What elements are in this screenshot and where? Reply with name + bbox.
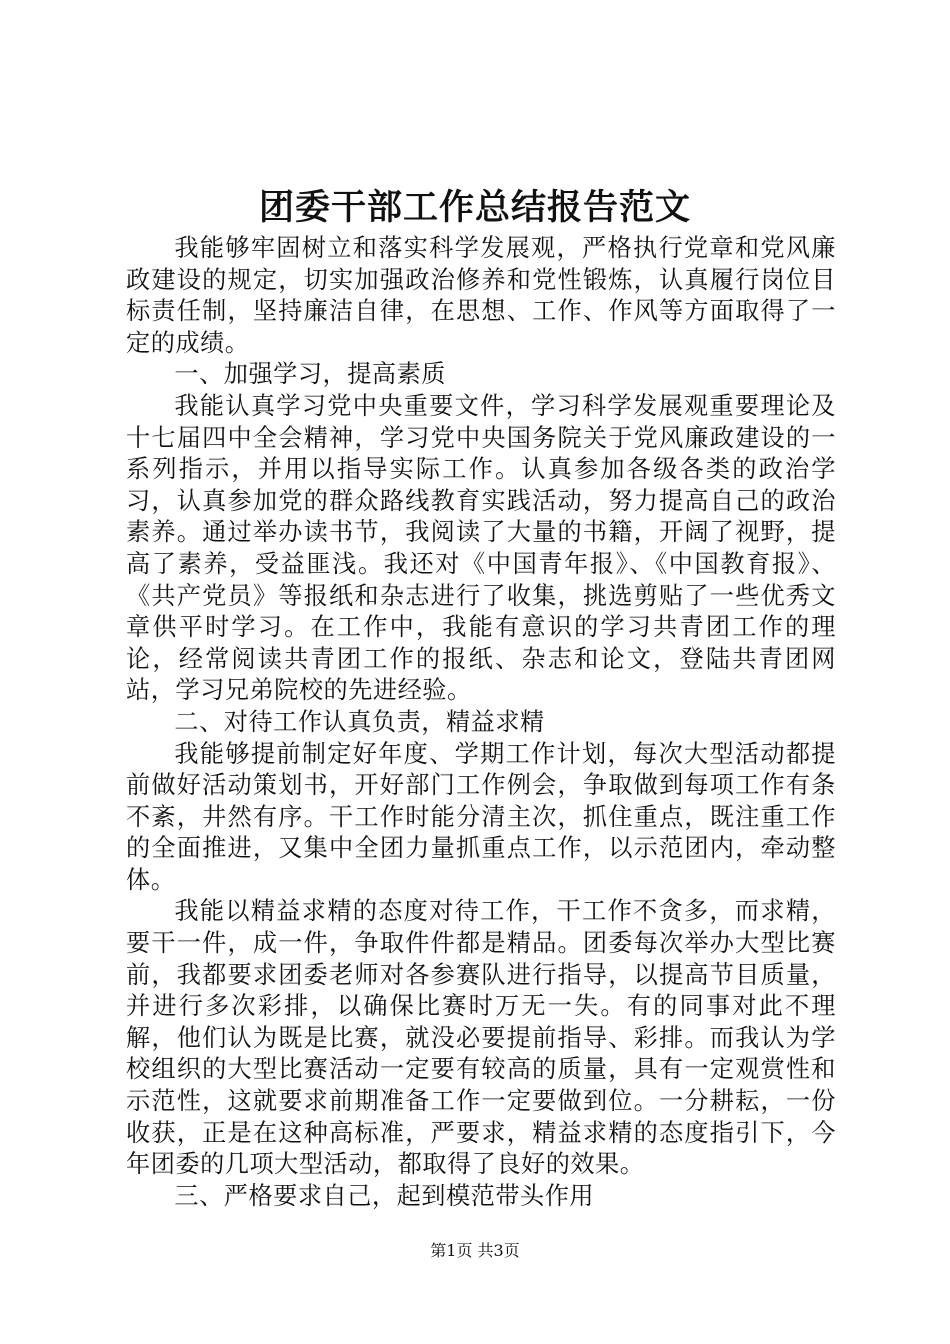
section-heading-2: 二、对待工作认真负责，精益求精 xyxy=(174,707,545,736)
section-2-paragraph-2: 我能以精益求精的态度对待工作，干工作不贪多，而求精，要干一件，成一件，争取件件都是精品。团委每次举办大型比赛前，我都要求团委老师对各参赛队进行指导，以提高节目质量，并进行多次彩排，以确保比赛时万无一失。有的同事对此不理解，他们认为既是比赛，就没必要提前指导、彩排。而我认为学校组织的大型比赛活动一定要有较高的质量，具有一定观赏性和示范性，这就要求前期准备工作一定要做到位。一分耕耘，一份收获，正是在这种高标准，严要求，精益求精的态度指引下，今年团委的几项大型活动，都取得了良好的效果。 xyxy=(126,897,836,1179)
section-heading-1: 一、加强学习，提高素质 xyxy=(174,360,446,389)
document-title: 团委干部工作总结报告范文 xyxy=(258,187,691,228)
page-footer: 第1页 共3页 xyxy=(430,1241,520,1260)
intro-paragraph: 我能够牢固树立和落实科学发展观，严格执行党章和党风廉政建设的规定，切实加强政治修养和党性锻炼，认真履行岗位目标责任制，坚持廉洁自律，在思想、工作、作风等方面取得了一定的成绩。 xyxy=(126,234,836,357)
section-heading-3: 三、严格要求自己，起到模范带头作用 xyxy=(174,1181,595,1210)
document-body xyxy=(126,233,836,1212)
section-2-paragraph-1: 我能够提前制定好年度、学期工作计划，每次大型活动都提前做好活动策划书，开好部门工作例会，争取做到每项工作有条不紊，井然有序。干工作时能分清主次，抓住重点，既注重工作的全面推进，又集中全团力量抓重点工作，以示范团内，牵动整体。 xyxy=(126,739,836,894)
section-1-paragraph: 我能认真学习党中央重要文件，学习科学发展观重要理论及十七届四中全会精神，学习党中央国务院关于党风廉政建设的一系列指示，并用以指导实际工作。认真参加各级各类的政治学习，认真参加党的群众路线教育实践活动，努力提高自己的政治素养。通过举办读书节，我阅读了大量的书籍，开阔了视野，提高了素养，受益匪浅。我还对《中国青年报》、《中国教育报》、《共产党员》等报纸和杂志进行了收集，挑选剪贴了一些优秀文章供平时学习。在工作中，我能有意识的学习共青团工作的理论，经常阅读共青团工作的报纸、杂志和论文，登陆共青团网站，学习兄弟院校的先进经验。 xyxy=(126,391,836,705)
